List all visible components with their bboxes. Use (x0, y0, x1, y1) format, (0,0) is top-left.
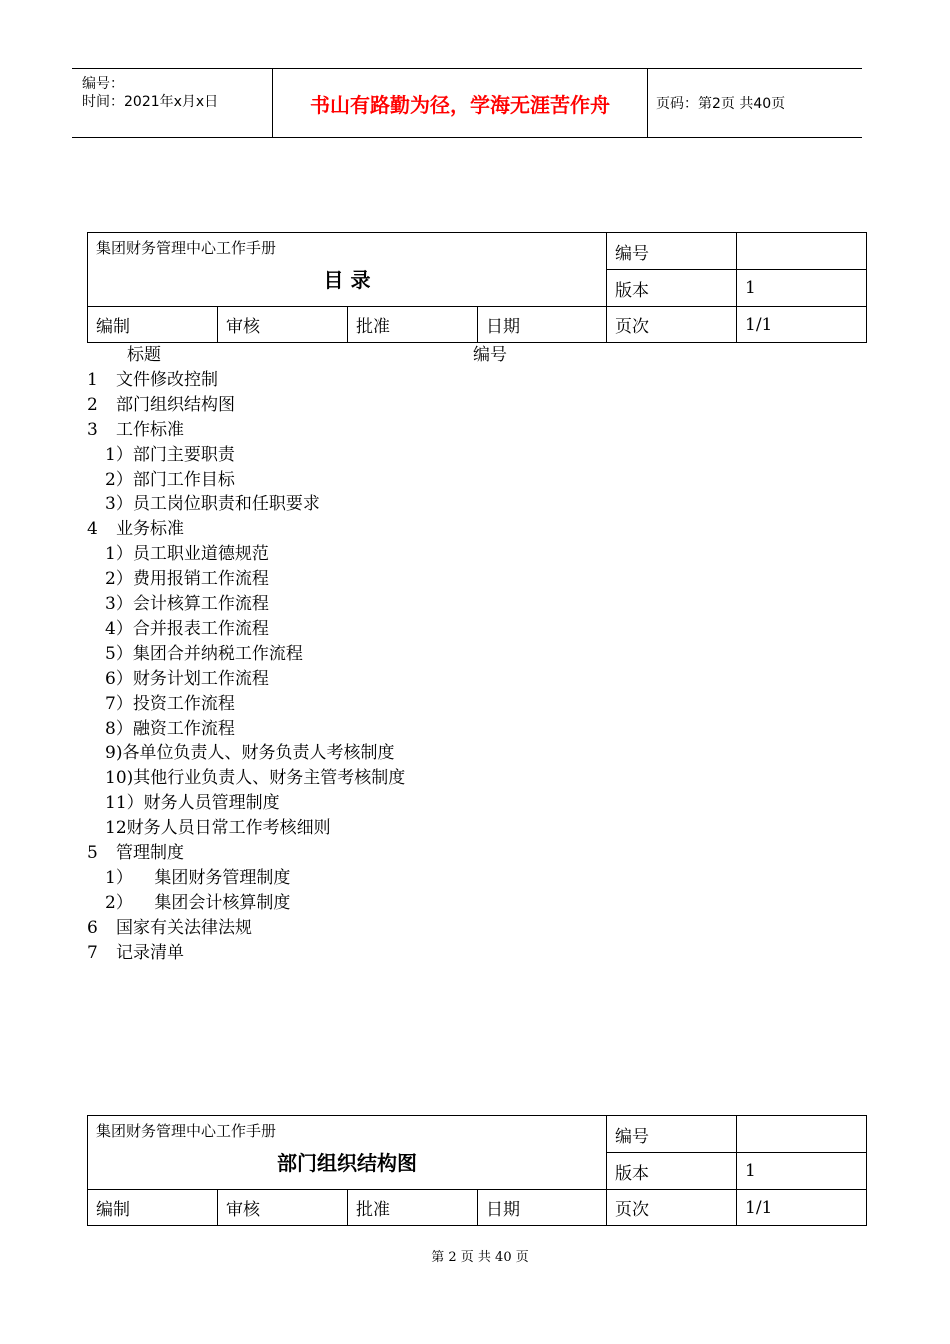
toc-item (87, 841, 787, 866)
toc-item-number: 5 (87, 843, 98, 864)
version-label: 版本 (607, 1153, 737, 1190)
toc-item-label: 文件修改控制 (116, 369, 218, 390)
toc-subitem: 12财务人员日常工作考核细则 (105, 818, 331, 839)
manual-info-table-contents (87, 232, 867, 343)
page-label: 页次 (607, 1190, 737, 1226)
toc-item-number: 2 (87, 394, 98, 415)
header-divider (647, 69, 648, 137)
header-motto: 书山有路勤为径，学海无涯苦作舟 (310, 92, 610, 117)
toc-header-row (87, 343, 787, 368)
manual-title-cell (88, 1116, 607, 1190)
page-label: 页次 (607, 307, 737, 343)
toc-subitem: 1）部门主要职责 (105, 444, 235, 465)
toc-column-title: 标题 (127, 345, 161, 365)
approved-label: 批准 (348, 307, 478, 343)
page-footer: 第 2 页 共 40 页 (431, 1250, 529, 1265)
header-time: 时间：2021年x月x日 (82, 94, 219, 110)
page-value: 1/1 (737, 307, 867, 343)
date-label: 日期 (478, 307, 607, 343)
code-value (737, 233, 867, 270)
toc-item (87, 368, 787, 393)
manual-info-table-org-chart (87, 1115, 867, 1226)
header-meta (72, 69, 272, 137)
table-of-contents (87, 343, 787, 966)
toc-subitem: 6）财务计划工作流程 (105, 668, 269, 689)
approved-label: 批准 (348, 1190, 478, 1226)
page-value: 1/1 (737, 1190, 867, 1226)
compiled-label: 编制 (88, 307, 218, 343)
reviewed-label: 审核 (218, 1190, 348, 1226)
toc-item-label: 国家有关法律法规 (116, 917, 252, 938)
code-label: 编号 (607, 1116, 737, 1153)
header-number-label: 编号： (82, 76, 124, 92)
toc-item-label: 部门组织结构图 (116, 394, 235, 415)
page-header (72, 68, 862, 138)
toc-item (87, 418, 787, 443)
toc-subitem: 2） 集团会计核算制度 (105, 892, 291, 913)
toc-items (87, 368, 787, 966)
toc-item (87, 517, 787, 542)
toc-subitem: 4）合并报表工作流程 (105, 618, 269, 639)
toc-subitem: 11）财务人员管理制度 (105, 793, 280, 814)
manual-title-cell (88, 233, 607, 307)
toc-item-number: 7 (87, 942, 98, 963)
toc-item-label: 业务标准 (116, 519, 184, 540)
toc-column-code: 编号 (473, 345, 507, 365)
compiled-label: 编制 (88, 1190, 218, 1226)
toc-subitem: 2）部门工作目标 (105, 469, 235, 490)
toc-subitem: 3）员工岗位职责和任职要求 (105, 494, 320, 515)
toc-item-label: 工作标准 (116, 419, 184, 440)
toc-subitem: 9)各单位负责人、财务负责人考核制度 (105, 743, 395, 764)
version-value: 1 (737, 270, 867, 307)
toc-subitem: 3）会计核算工作流程 (105, 594, 269, 615)
reviewed-label: 审核 (218, 307, 348, 343)
toc-item (87, 916, 787, 941)
toc-subitem: 5）集团合并纳税工作流程 (105, 643, 303, 664)
version-value: 1 (737, 1153, 867, 1190)
toc-subitem: 8）融资工作流程 (105, 718, 235, 739)
toc-subitem: 1）员工职业道德规范 (105, 544, 269, 565)
manual-name: 集团财务管理中心工作手册 (96, 1122, 277, 1140)
toc-item-label: 记录清单 (116, 942, 184, 963)
toc-item-number: 6 (87, 917, 98, 938)
toc-item (87, 393, 787, 418)
toc-item-label: 管理制度 (116, 843, 184, 864)
code-value (737, 1116, 867, 1153)
toc-subitem: 10)其他行业负责人、财务主管考核制度 (105, 768, 406, 789)
toc-subitem: 2）费用报销工作流程 (105, 569, 269, 590)
manual-name: 集团财务管理中心工作手册 (96, 239, 277, 257)
document-title: 部门组织结构图 (277, 1151, 417, 1175)
toc-item-number: 4 (87, 519, 98, 540)
toc-item-number: 1 (87, 369, 98, 390)
toc-subitem: 7）投资工作流程 (105, 693, 235, 714)
toc-item-number: 3 (87, 419, 98, 440)
date-label: 日期 (478, 1190, 607, 1226)
document-title: 目 录 (323, 268, 371, 292)
version-label: 版本 (607, 270, 737, 307)
code-label: 编号 (607, 233, 737, 270)
toc-subitem: 1） 集团财务管理制度 (105, 868, 291, 889)
header-page-info: 页码：第2页 共40页 (656, 96, 786, 112)
toc-item (87, 941, 787, 966)
